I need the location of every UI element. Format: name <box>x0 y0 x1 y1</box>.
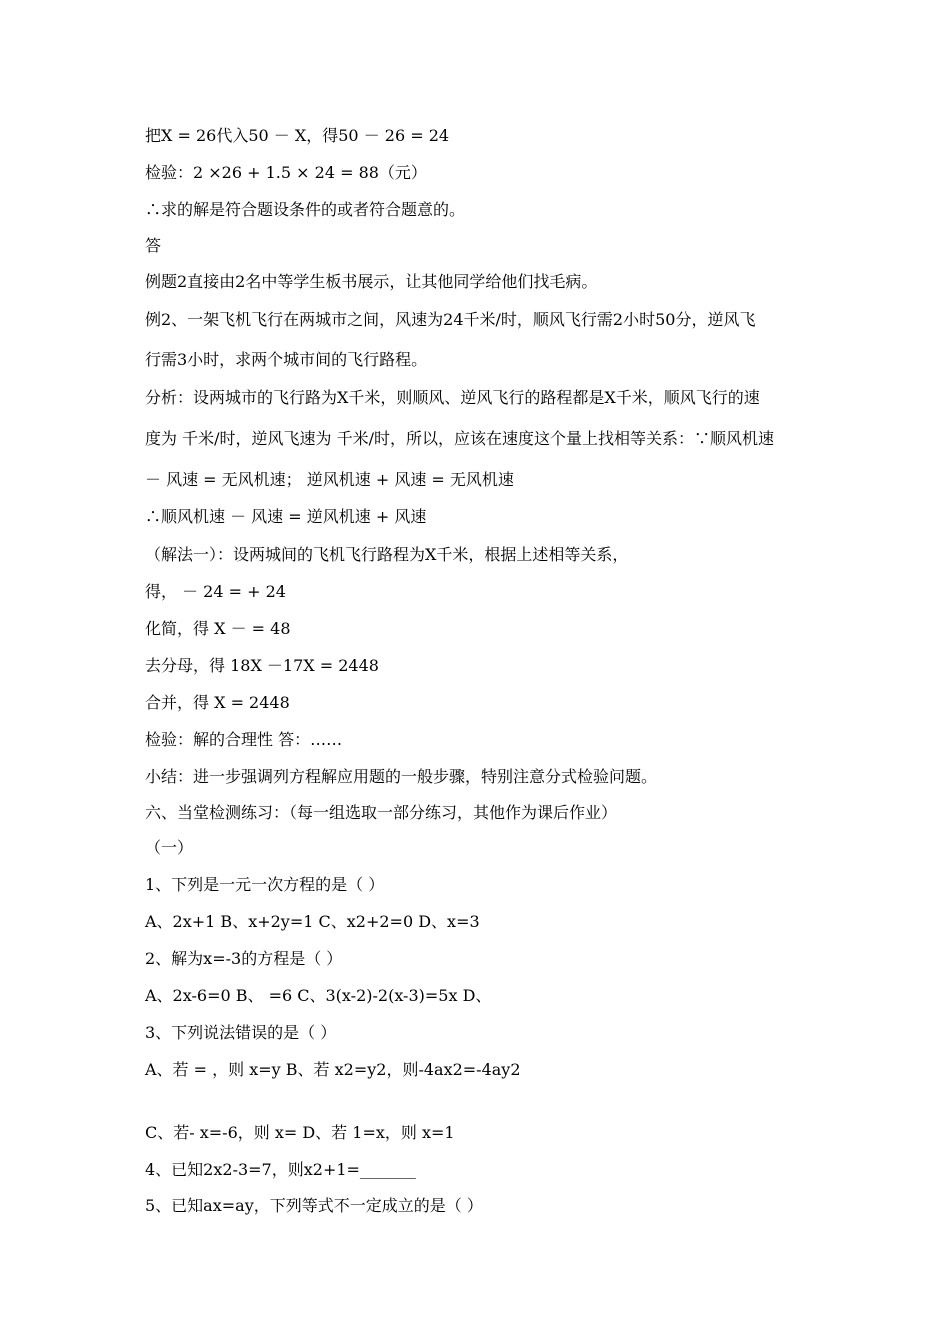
text-line: 小结：进一步强调列方程解应用题的一般步骤，特别注意分式检验问题。 <box>145 767 658 786</box>
text-line: 例题2直接由2名中等学生板书展示，让其他同学给他们找毛病。 <box>145 272 598 291</box>
text-line: 合并，得 X = 2448 <box>145 693 290 712</box>
text-line: ∴求的解是符合题设条件的或者符合题意的。 <box>145 200 466 219</box>
text-line: 5、已知ax=ay，下列等式不一定成立的是（ ） <box>145 1196 483 1215</box>
text-line: （一） <box>145 838 194 857</box>
text-line: （解法一）：设两城间的飞机飞行路程为X千米，根据上述相等关系， <box>145 545 629 564</box>
text-line: A、若 = ，则 x=y B、若 x2=y2，则-4ax2=-4ay2 <box>145 1060 521 1079</box>
text-line: 4、已知2x2-3=7，则x2+1=_______ <box>145 1160 416 1179</box>
text-line: A、2x+1 B、x+2y=1 C、x2+2=0 D、x=3 <box>145 912 480 931</box>
text-line: － 风速 = 无风机速； 逆风机速 + 风速 = 无风机速 <box>145 470 514 489</box>
text-line: 行需3小时，求两个城市间的飞行路程。 <box>145 350 428 369</box>
text-line: 把X = 26代入50 － X，得50 － 26 = 24 <box>145 126 450 145</box>
text-line: 化简，得 X － = 48 <box>145 619 291 638</box>
text-line: 答 <box>145 236 162 255</box>
text-line: 去分母，得 18X －17X = 2448 <box>145 656 379 675</box>
text-line: A、2x-6=0 B、 =6 C、3(x-2)-2(x-3)=5x D、 <box>145 986 492 1005</box>
text-line: ∴顺风机速 － 风速 = 逆风机速 + 风速 <box>145 507 427 526</box>
text-line: 例2、一架飞机飞行在两城市之间，风速为24千米/时，顺风飞行需2小时50分，逆风飞 <box>145 310 756 329</box>
text-line: 1、下列是一元一次方程的是（ ） <box>145 875 385 894</box>
text-line: 分析：设两城市的飞行路为X千米，则顺风、逆风飞行的路程都是X千米，顺风飞行的速 <box>145 388 760 407</box>
text-line: 2、解为x=-3的方程是（ ） <box>145 949 343 968</box>
text-line: 得， － 24 = + 24 <box>145 582 286 601</box>
text-line: C、若- x=-6，则 x= D、若 1=x，则 x=1 <box>145 1123 455 1142</box>
text-line: 六、当堂检测练习：（每一组选取一部分练习，其他作为课后作业） <box>145 803 618 822</box>
text-line: 检验：解的合理性 答：…… <box>145 730 343 749</box>
text-line: 度为 千米/时，逆风飞速为 千米/时，所以，应该在速度这个量上找相等关系：∵顺风机速 <box>145 429 774 448</box>
text-line: 检验：2 ×26 + 1.5 × 24 = 88（元） <box>145 163 427 182</box>
text-line: 3、下列说法错误的是（ ） <box>145 1023 337 1042</box>
